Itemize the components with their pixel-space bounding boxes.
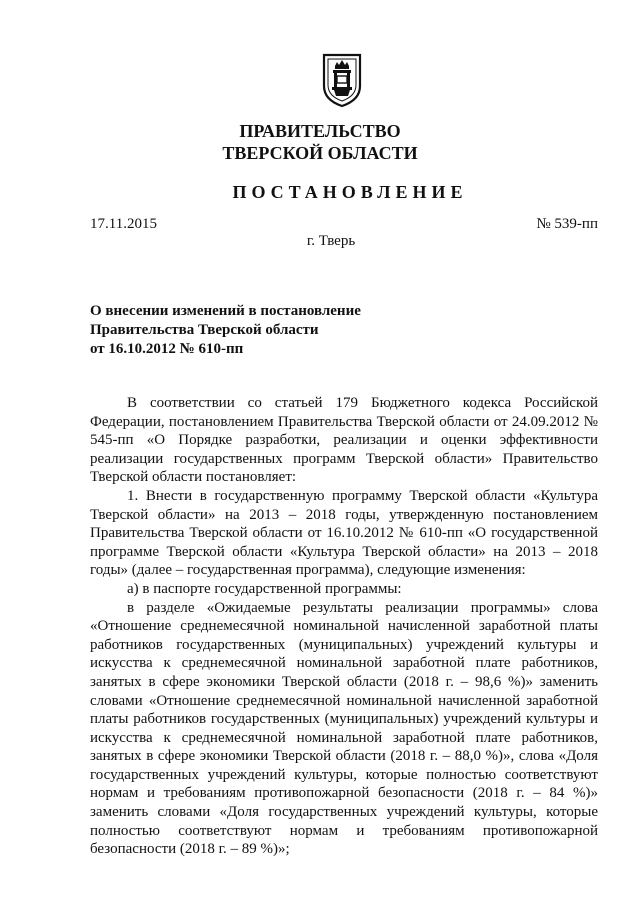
body-paragraph-preamble: В соответствии со статьей 179 Бюджетного кодекса Российской Федерации, постановлением Правительства Тверской области от 24.09.2012 № 545-пп «О Порядке разработки, реализации и оценки эффективности реализации государственных программ Тверской области» Правительство Тверской области постановляет:	[90, 395, 598, 486]
government-title-line2: ТВЕРСКОЙ ОБЛАСТИ	[222, 143, 418, 163]
document-number: № 539-пп	[536, 216, 598, 232]
body-paragraph-results: в разделе «Ожидаемые результаты реализации программы» слова «Отношение среднемесячной номинальной начисленной заработной платы работников государственных (муниципальных) учреждений культуры и искусства к среднемесячной номинальной заработной плате работников, занятых в сфере экономики Тверской области (2018 г. – 98,6 %)» заменить словами «Отношение среднемесячной номинальной начисленной заработной платы работников государственных (муниципальных) учреждений культуры и искусства к среднемесячной номинальной заработной плате работников, занятых в сфере экономики Тверской области (2018 г. – 88,0 %)», слова «Доля государственных учреждений культуры, которые полностью соответствуют нормам и требованиям противопожарной безопасности (2018 г. – 84 %)» заменить словами «Доля государственных учреждений культуры, которые полностью соответствуют нормам и требованиям противопожарной безопасности (2018 г. – 89 %)»;	[90, 599, 598, 858]
government-title	[0, 120, 640, 164]
document-body	[90, 394, 598, 859]
body-paragraph-subitem-a: а) в паспорте государственной программы:	[127, 580, 402, 597]
subject-line3: от 16.10.2012 № 610-пп	[90, 341, 244, 357]
subject-line2: Правительства Тверской области	[90, 322, 319, 338]
subject-line1: О внесении изменений в постановление	[90, 303, 361, 319]
document-subject	[90, 302, 361, 359]
document-date: 17.11.2015	[90, 216, 157, 232]
document-type-heading: ПОСТАНОВЛЕНИЕ	[232, 182, 468, 202]
body-paragraph-item-1: 1. Внести в государственную программу Тверской области «Культура Тверской области» на 2013 – 2018 годы, утвержденную постановлением Правительства Тверской области от 16.10.2012 № 610-пп «О государственной программе Тверской области «Культура Тверской области» на 2013 – 2018 годы» (далее – государственная программа), следующие изменения:	[90, 487, 598, 579]
government-title-line1: ПРАВИТЕЛЬСТВО	[239, 121, 401, 141]
document-city: г. Тверь	[306, 233, 356, 249]
tver-coat-of-arms-icon	[320, 52, 364, 108]
